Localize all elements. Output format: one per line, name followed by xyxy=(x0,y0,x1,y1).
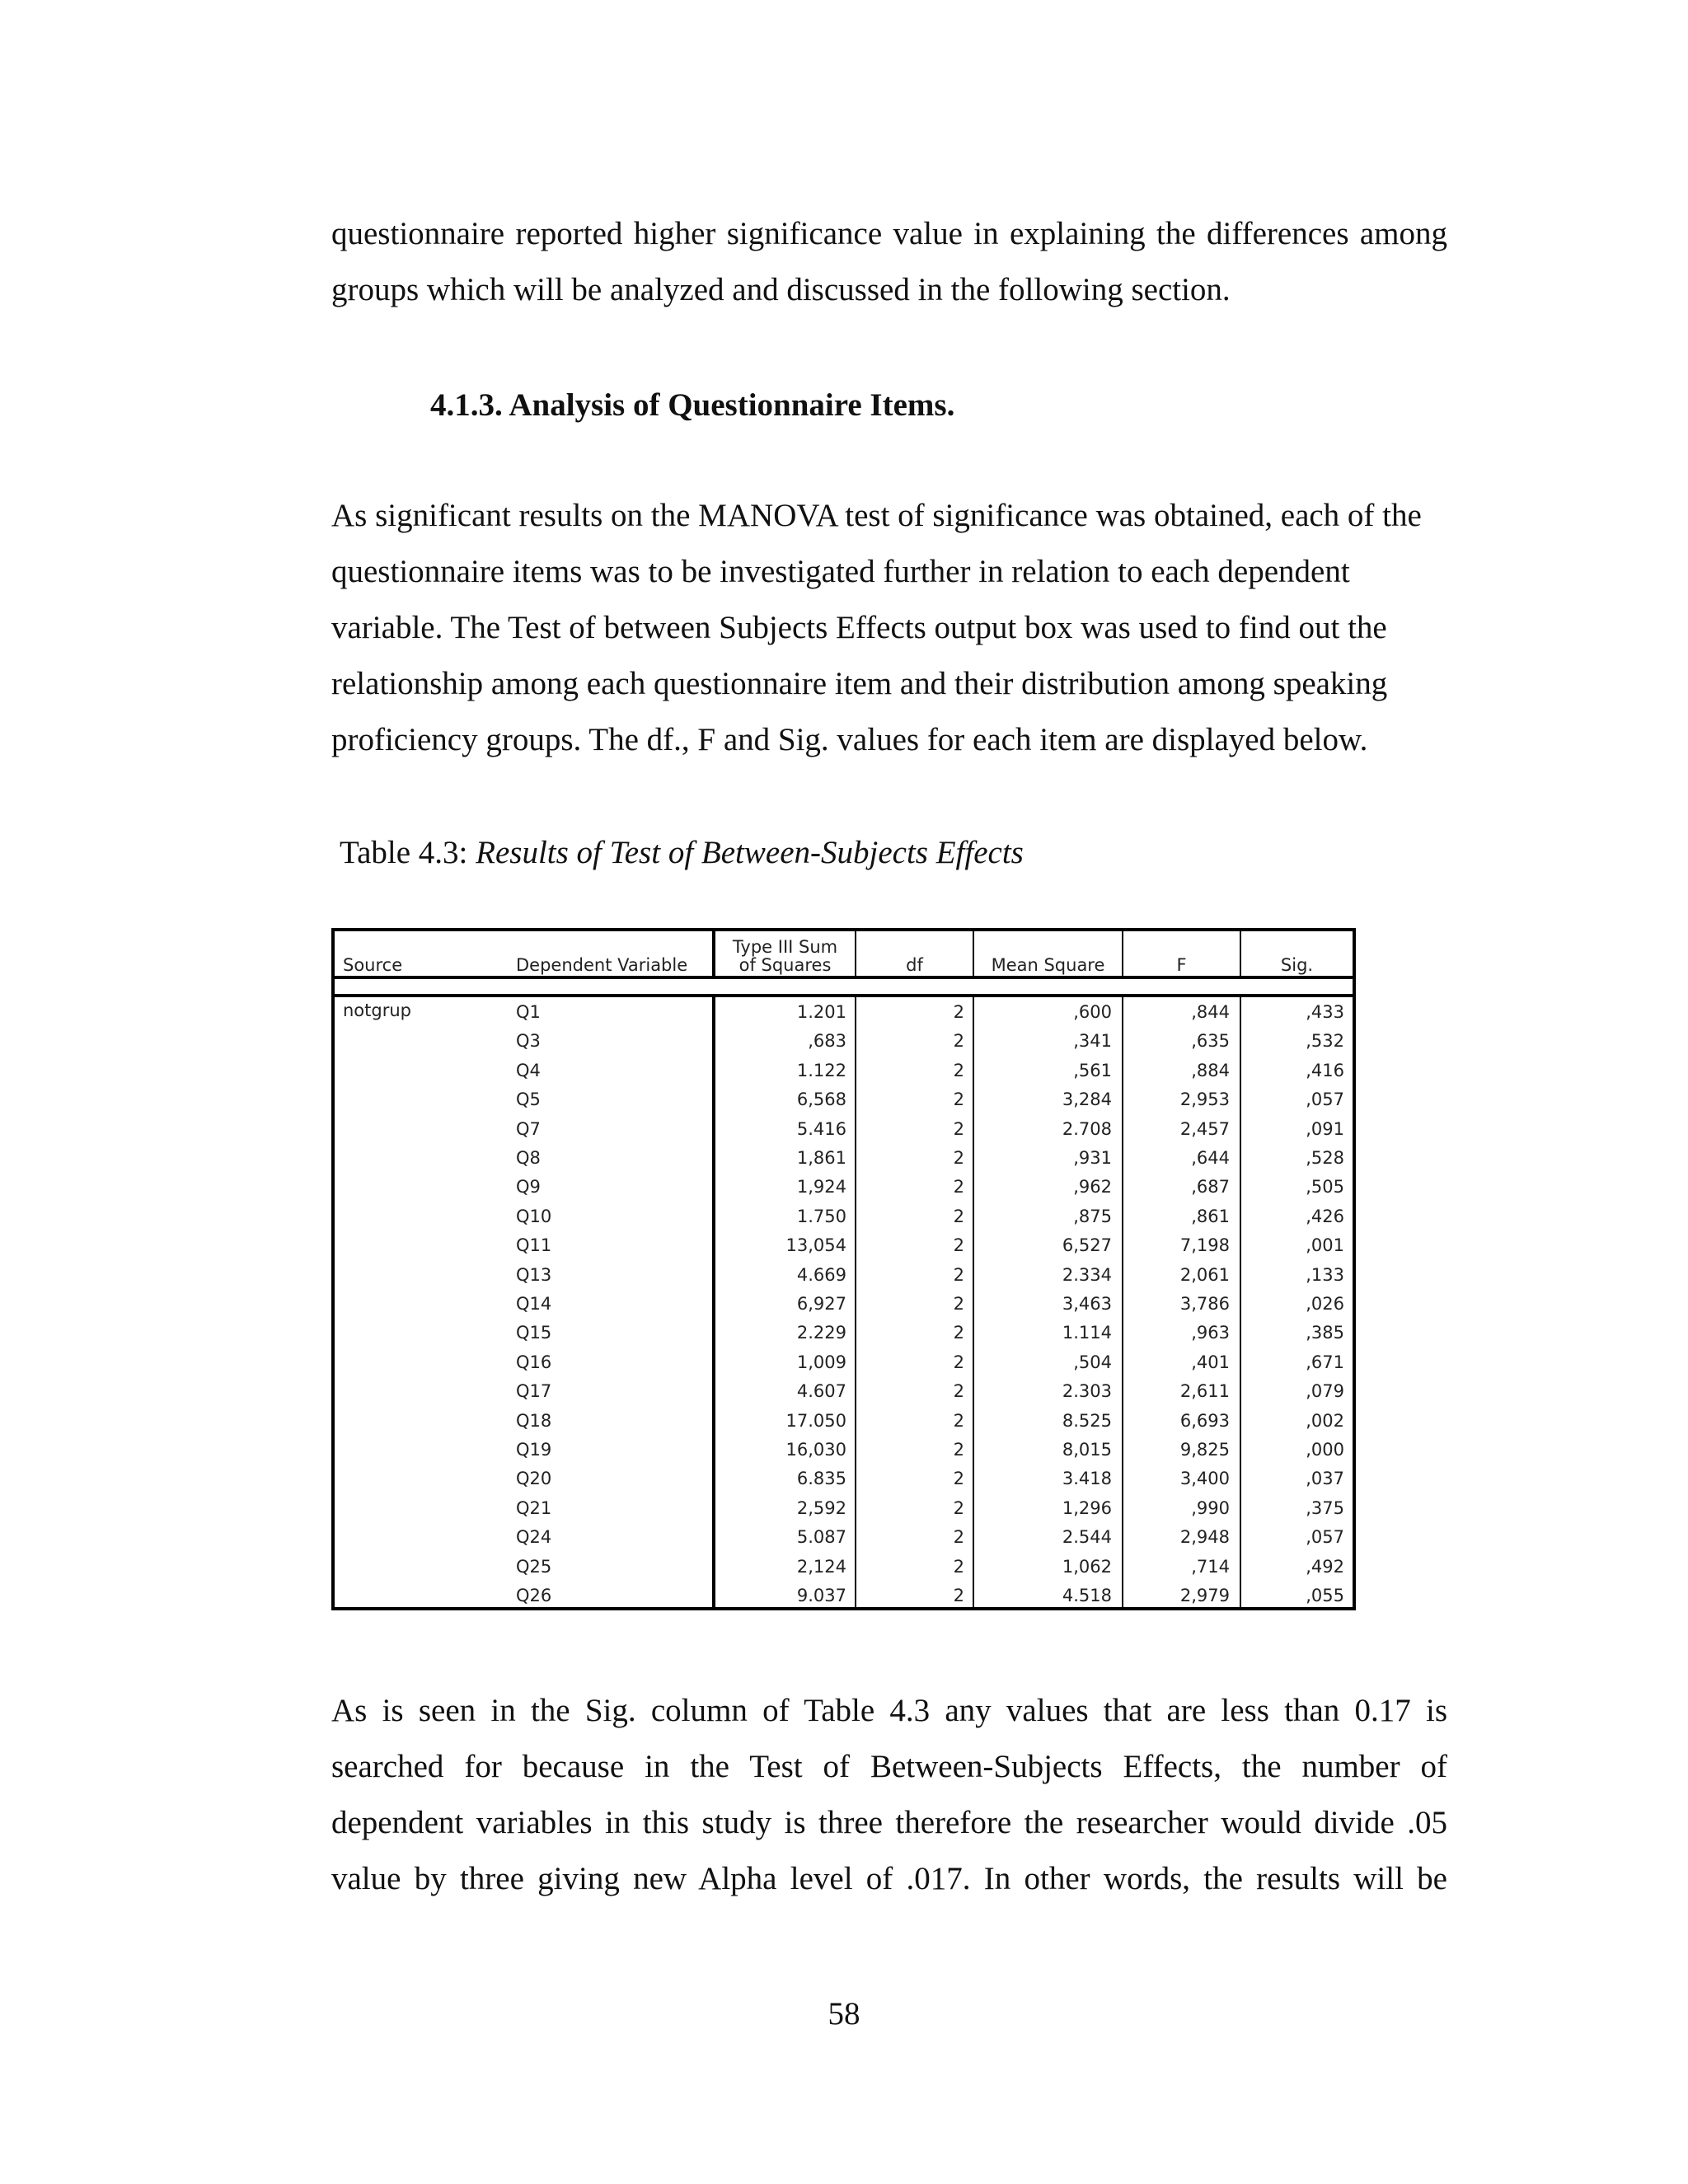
header-source-label: Source xyxy=(343,955,403,975)
cell-f: ,844 xyxy=(1191,1002,1230,1022)
header-ss-line1: Type III Sum xyxy=(732,937,838,957)
body-paragraph xyxy=(331,488,1447,768)
cell-sig: ,002 xyxy=(1306,1410,1344,1431)
cell-f: 2,979 xyxy=(1179,1586,1230,1605)
cell-sum-of-squares: 2,592 xyxy=(796,1497,846,1518)
header-sum-of-squares xyxy=(712,931,855,976)
cell-df: 2 xyxy=(953,1381,964,1402)
cell-sum-of-squares: 4.669 xyxy=(796,1264,846,1285)
header-dependent-label: Dependent Variable xyxy=(516,955,688,975)
cell-sig: ,001 xyxy=(1306,1235,1344,1256)
cell-f: 9,825 xyxy=(1179,1440,1230,1460)
header-ms-label: Mean Square xyxy=(991,955,1105,975)
cell-mean-square: 1.114 xyxy=(1062,1323,1112,1343)
table-row xyxy=(335,1464,1353,1493)
text-line: questionnaire reported higher significance value in explaining the differences among xyxy=(331,216,1447,251)
text-line: variable. The Test of between Subjects Effects output box was used to find out the xyxy=(331,610,1387,645)
cell-dependent-variable: Q18 xyxy=(516,1410,552,1431)
cell-sig: ,079 xyxy=(1306,1381,1344,1402)
cell-sig: ,416 xyxy=(1306,1060,1344,1080)
cell-df: 2 xyxy=(953,1148,964,1168)
cell-sig: ,375 xyxy=(1306,1497,1344,1518)
table-row xyxy=(335,1230,1353,1259)
table-row xyxy=(335,1406,1353,1435)
cell-sig: ,492 xyxy=(1306,1556,1344,1577)
cell-df: 2 xyxy=(953,1527,964,1548)
cell-sum-of-squares: ,683 xyxy=(808,1031,846,1052)
cell-dependent-variable: Q20 xyxy=(516,1469,552,1489)
cell-mean-square: ,931 xyxy=(1073,1148,1112,1168)
cell-dependent-variable: Q26 xyxy=(516,1586,552,1605)
cell-f: ,714 xyxy=(1191,1556,1230,1577)
cell-sum-of-squares: 6,568 xyxy=(796,1090,846,1110)
cell-dependent-variable: Q16 xyxy=(516,1352,552,1372)
cell-sig: ,091 xyxy=(1306,1118,1344,1139)
table-row xyxy=(335,1347,1353,1376)
cell-f: ,861 xyxy=(1191,1206,1230,1226)
cell-df: 2 xyxy=(953,1586,964,1605)
cell-f: 3,786 xyxy=(1179,1294,1230,1314)
cell-f: ,990 xyxy=(1191,1497,1230,1518)
cell-mean-square: ,561 xyxy=(1073,1060,1112,1080)
cell-dependent-variable: Q24 xyxy=(516,1527,552,1548)
cell-df: 2 xyxy=(953,1294,964,1314)
cell-df: 2 xyxy=(953,1469,964,1489)
cell-dependent-variable: Q5 xyxy=(516,1090,541,1110)
cell-sig: ,057 xyxy=(1306,1527,1344,1548)
header-f xyxy=(1122,931,1240,976)
page-number: 58 xyxy=(828,1996,860,2032)
table-row xyxy=(335,1202,1353,1230)
cell-f: ,635 xyxy=(1191,1031,1230,1052)
header-mean-square xyxy=(973,931,1122,976)
cell-dependent-variable: Q21 xyxy=(516,1497,552,1518)
table-row xyxy=(335,1260,1353,1289)
cell-sum-of-squares: 1,924 xyxy=(796,1177,846,1197)
cell-dependent-variable: Q19 xyxy=(516,1440,552,1460)
text-line: relationship among each questionnaire item and their distribution among speaking xyxy=(331,666,1388,701)
cell-dependent-variable: Q25 xyxy=(516,1556,552,1577)
cell-df: 2 xyxy=(953,1497,964,1518)
table-row xyxy=(335,1085,1353,1113)
text-line: As is seen in the Sig. column of Table 4.3 any values that are less than 0.17 is xyxy=(331,1693,1447,1728)
cell-sig: ,026 xyxy=(1306,1294,1344,1314)
results-table xyxy=(331,928,1356,1610)
cell-f: ,884 xyxy=(1191,1060,1230,1080)
cell-sum-of-squares: 5.087 xyxy=(796,1527,846,1548)
cell-f: 2,948 xyxy=(1179,1527,1230,1548)
cell-dependent-variable: Q13 xyxy=(516,1264,552,1285)
text-line: value by three giving new Alpha level of .017. In other words, the results will be xyxy=(331,1861,1447,1896)
header-gap xyxy=(335,979,1353,997)
intro-paragraph xyxy=(331,206,1447,318)
cell-df: 2 xyxy=(953,1177,964,1197)
cell-df: 2 xyxy=(953,1002,964,1022)
cell-f: ,963 xyxy=(1191,1323,1230,1343)
cell-sig: ,433 xyxy=(1306,1002,1344,1022)
cell-mean-square: 4.518 xyxy=(1062,1586,1112,1605)
cell-mean-square: 6,527 xyxy=(1062,1235,1112,1256)
cell-sig: ,671 xyxy=(1306,1352,1344,1372)
cell-sum-of-squares: 6.835 xyxy=(796,1469,846,1489)
cell-sum-of-squares: 13,054 xyxy=(785,1235,846,1256)
table-row xyxy=(335,1493,1353,1522)
cell-dependent-variable: Q1 xyxy=(516,1002,541,1022)
cell-sum-of-squares: 9.037 xyxy=(796,1586,846,1605)
cell-mean-square: 2.303 xyxy=(1062,1381,1112,1402)
table-row xyxy=(335,1376,1353,1405)
cell-mean-square: 2.334 xyxy=(1062,1264,1112,1285)
cell-mean-square: 3,284 xyxy=(1062,1090,1112,1110)
cell-f: ,644 xyxy=(1191,1148,1230,1168)
cell-f: ,687 xyxy=(1191,1177,1230,1197)
cell-sum-of-squares: 2,124 xyxy=(796,1556,846,1577)
cell-dependent-variable: Q4 xyxy=(516,1060,541,1080)
section-heading: 4.1.3. Analysis of Questionnaire Items. xyxy=(430,387,955,423)
source-label: notgrup xyxy=(343,1001,411,1020)
cell-sum-of-squares: 5.416 xyxy=(796,1118,846,1139)
table-row xyxy=(335,1172,1353,1201)
table-row xyxy=(335,1056,1353,1085)
table-row xyxy=(335,1522,1353,1551)
cell-mean-square: ,875 xyxy=(1073,1206,1112,1226)
cell-sig: ,505 xyxy=(1306,1177,1344,1197)
cell-mean-square: 1,062 xyxy=(1062,1556,1112,1577)
cell-sum-of-squares: 1.750 xyxy=(796,1206,846,1226)
cell-sig: ,133 xyxy=(1306,1264,1344,1285)
cell-mean-square: 3.418 xyxy=(1062,1469,1112,1489)
cell-sig: ,528 xyxy=(1306,1148,1344,1168)
cell-sig: ,426 xyxy=(1306,1206,1344,1226)
cell-sig: ,037 xyxy=(1306,1469,1344,1489)
header-f-label: F xyxy=(1176,955,1187,975)
cell-df: 2 xyxy=(953,1090,964,1110)
cell-dependent-variable: Q11 xyxy=(516,1235,552,1256)
cell-df: 2 xyxy=(953,1235,964,1256)
caption-title: Results of Test of Between-Subjects Effects xyxy=(476,835,1024,870)
table-header xyxy=(335,931,1353,979)
text-line: questionnaire items was to be investigated further in relation to each dependent xyxy=(331,554,1350,589)
cell-mean-square: 8.525 xyxy=(1062,1410,1112,1431)
table-row xyxy=(335,997,1353,1026)
table-row xyxy=(335,1318,1353,1347)
table-row xyxy=(335,1552,1353,1581)
cell-f: 6,693 xyxy=(1179,1410,1230,1431)
table-row xyxy=(335,1289,1353,1318)
cell-mean-square: ,600 xyxy=(1073,1002,1112,1022)
cell-dependent-variable: Q15 xyxy=(516,1323,552,1343)
cell-f: 7,198 xyxy=(1179,1235,1230,1256)
cell-f: 2,457 xyxy=(1179,1118,1230,1139)
cell-sum-of-squares: 2.229 xyxy=(796,1323,846,1343)
cell-dependent-variable: Q7 xyxy=(516,1118,541,1139)
text-line: As significant results on the MANOVA test of significance was obtained, each of the xyxy=(331,498,1422,533)
cell-f: 3,400 xyxy=(1179,1469,1230,1489)
cell-sum-of-squares: 1,861 xyxy=(796,1148,846,1168)
cell-df: 2 xyxy=(953,1060,964,1080)
text-line: searched for because in the Test of Between-Subjects Effects, the number of xyxy=(331,1749,1447,1784)
header-df-label: df xyxy=(906,955,923,975)
cell-dependent-variable: Q3 xyxy=(516,1031,541,1052)
cell-mean-square: 3,463 xyxy=(1062,1294,1112,1314)
cell-sum-of-squares: 1,009 xyxy=(796,1352,846,1372)
cell-f: ,401 xyxy=(1191,1352,1230,1372)
cell-df: 2 xyxy=(953,1323,964,1343)
cell-mean-square: ,962 xyxy=(1073,1177,1112,1197)
cell-sig: ,385 xyxy=(1306,1323,1344,1343)
cell-dependent-variable: Q9 xyxy=(516,1177,541,1197)
table-caption xyxy=(340,830,1024,876)
text-line: groups which will be analyzed and discussed in the following section. xyxy=(331,272,1231,307)
table-row xyxy=(335,1143,1353,1172)
cell-dependent-variable: Q10 xyxy=(516,1206,552,1226)
cell-dependent-variable: Q8 xyxy=(516,1148,541,1168)
table-row xyxy=(335,1114,1353,1143)
cell-sig: ,057 xyxy=(1306,1090,1344,1110)
cell-f: 2,611 xyxy=(1179,1381,1230,1402)
header-ss-line2: of Squares xyxy=(738,955,832,975)
cell-sum-of-squares: 17.050 xyxy=(785,1410,846,1431)
discussion-paragraph xyxy=(331,1683,1447,1907)
cell-sum-of-squares: 1.201 xyxy=(796,1002,846,1022)
cell-sum-of-squares: 6,927 xyxy=(796,1294,846,1314)
cell-sig: ,055 xyxy=(1306,1586,1344,1605)
cell-mean-square: 2.708 xyxy=(1062,1118,1112,1139)
cell-sum-of-squares: 4.607 xyxy=(796,1381,846,1402)
cell-mean-square: ,341 xyxy=(1073,1031,1112,1052)
header-dependent-variable xyxy=(516,931,714,976)
table-body xyxy=(335,997,1353,1607)
header-source xyxy=(343,931,508,976)
cell-mean-square: 8,015 xyxy=(1062,1440,1112,1460)
header-sig xyxy=(1240,931,1353,976)
cell-sig: ,000 xyxy=(1306,1440,1344,1460)
cell-sum-of-squares: 1.122 xyxy=(796,1060,846,1080)
cell-df: 2 xyxy=(953,1264,964,1285)
cell-dependent-variable: Q17 xyxy=(516,1381,552,1402)
cell-df: 2 xyxy=(953,1031,964,1052)
table-row xyxy=(335,1581,1353,1610)
text-line: dependent variables in this study is three therefore the researcher would divide .05 xyxy=(331,1805,1447,1840)
cell-df: 2 xyxy=(953,1206,964,1226)
header-df xyxy=(855,931,973,976)
table-row xyxy=(335,1435,1353,1464)
cell-mean-square: 2.544 xyxy=(1062,1527,1112,1548)
cell-df: 2 xyxy=(953,1352,964,1372)
cell-df: 2 xyxy=(953,1556,964,1577)
table-row xyxy=(335,1026,1353,1055)
header-sig-label: Sig. xyxy=(1280,955,1314,975)
cell-f: 2,953 xyxy=(1179,1090,1230,1110)
cell-df: 2 xyxy=(953,1440,964,1460)
caption-label: Table 4.3: xyxy=(340,835,476,870)
cell-dependent-variable: Q14 xyxy=(516,1294,552,1314)
cell-df: 2 xyxy=(953,1118,964,1139)
cell-mean-square: ,504 xyxy=(1073,1352,1112,1372)
cell-sum-of-squares: 16,030 xyxy=(785,1440,846,1460)
cell-mean-square: 1,296 xyxy=(1062,1497,1112,1518)
cell-df: 2 xyxy=(953,1410,964,1431)
text-line: proficiency groups. The df., F and Sig. values for each item are displayed below. xyxy=(331,722,1368,757)
cell-f: 2,061 xyxy=(1179,1264,1230,1285)
cell-sig: ,532 xyxy=(1306,1031,1344,1052)
